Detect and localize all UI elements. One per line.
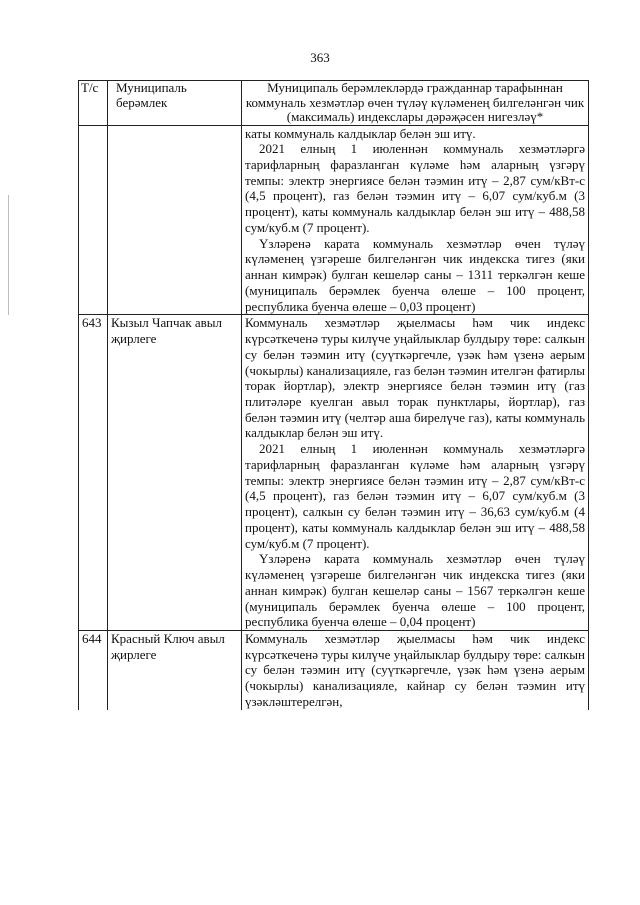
municipal-index-table [78,80,589,710]
justification-paragraph: Үзләренә карата коммуналь хезмәтләр өчен түләү күләменең үзгәреше билгеләнгән чик индекска тигез (яки аннан кимрәк) булган кешеләр саны – 1311 теркәлгән кеше (муниципаль берәмлек буенча өлеше – 100 процент, республика буенча өлеше – 0,03 процент) [245,235,585,314]
scan-margin-line [8,195,9,315]
row-number: 643 [79,315,108,631]
row-municipality [108,125,242,315]
header-justification: Муниципаль берәмлекләрдә гражданнар тарафыннан коммуналь хезмәтләр өчен түләү күләменең билгеләнгән чик (максималь) индекслары дәрәҗәсен нигезләү* [242,81,589,126]
page-number: 363 [310,50,330,65]
row-justification [242,125,589,315]
justification-paragraph: Үзләренә карата коммуналь хезмәтләр өчен түләү күләменең үзгәреше билгеләнгән чик индекска тигез (яки аннан кимрәк) булган кешеләр саны – 1567 теркәлгән кеше (муниципаль берәмлек буенча өлеше – 100 процент, республика буенча өлеше – 0,04 процент) [245,551,585,630]
justification-paragraph: каты коммуналь калдыклар белән эш итү. [245,125,476,141]
header-number: Т/с [79,81,108,126]
table-header-row [79,81,589,126]
row-number [79,125,108,315]
justification-paragraph: Коммуналь хезмәтләр җыелмасы һәм чик индекс күрсәткеченә туры килүче уңайлыклар булдыру төре: салкын су белән тәэмин итү (суүткәргечле, үзәк һәм үзенә аерым (чокырлы) канализацияле, газ белән тәэмин ителгән фатирлы торак йортлар), электр энергиясе белән тәэмин итү (газ плитәләре куелган авыл торак пунктлары, йортлар), газ белән тәэмин итү (челтәр аша бирелүче газ), каты коммуналь калдыклар белән эш итү. [245,315,585,441]
row-municipality: Кызыл Чапчак авыл җирлеге [108,315,242,631]
row-justification [242,315,589,631]
row-municipality: Красный Ключ авыл җирлеге [108,631,242,710]
header-municipality: Муниципаль берәмлек [108,81,242,126]
table-row [79,125,589,315]
justification-paragraph: 2021 елның 1 июленнән коммуналь хезмәтләргә тарифларның фаразланган күләме һәм аларның үзгәрү темпы: электр энергиясе белән тәэмин итү – 2,87 сум/кВт-с (4,5 процент), газ белән тәэмин итү – 6,07 сум/куб.м (3 процент), салкын су белән тәэмин итү – 36,63 сум/куб.м (4 процент), каты коммуналь калдыклар белән эш итү – 488,58 сум/куб.м (7 процент). [245,441,585,551]
table-row [79,631,589,710]
justification-paragraph: Коммуналь хезмәтләр җыелмасы һәм чик индекс күрсәткеченә туры килүче уңайлыклар булдыру төре: салкын су белән тәэмин итү (суүткәргечле, үзәк һәм үзенә аерым (чокырлы) канализацияле, кайнар су белән тәэмин итү үзәкләштерелгән, [245,631,585,709]
table-row [79,315,589,631]
row-justification [242,631,589,710]
justification-paragraph: 2021 елның 1 июленнән коммуналь хезмәтләргә тарифларның фаразланган күләме һәм аларның үзгәрү темпы: электр энергиясе белән тәэмин итү – 2,87 сум/кВт-с (4,5 процент), газ белән тәэмин итү – 6,07 сум/куб.м (3 процент), каты коммуналь калдыклар белән эш итү – 488,58 сум/куб.м (7 процент). [245,141,585,235]
row-number: 644 [79,631,108,710]
